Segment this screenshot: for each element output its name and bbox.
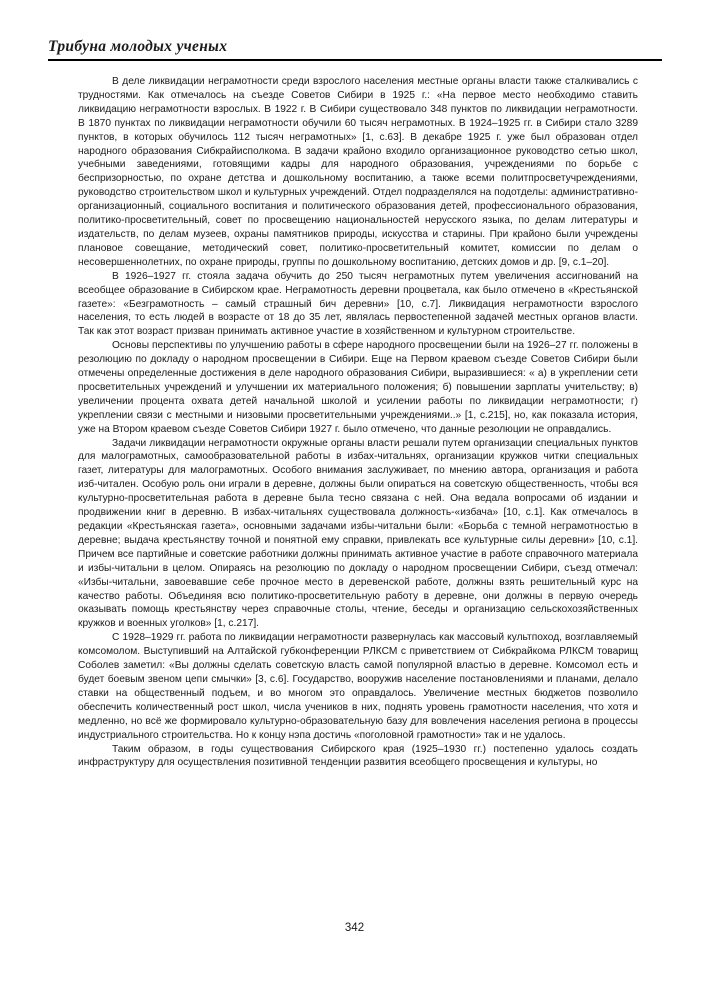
running-header bbox=[48, 38, 662, 61]
article-body bbox=[78, 75, 638, 770]
paragraph: Задачи ликвидации неграмотности окружные органы власти решали путем организации специальных пунктов для малограмотных, самообразовательной работы в избах-читальнях, организации кружков читки специальных газет, литературы для малограмотных. Особого внимания заслуживает, по мнению автора, организация и работа изб-читален. Особую роль они играли в деревне, должны были опираться на советскую общественность, чтобы вся культурно-просветительная работа в деревне была тесно связана с ней. Она ведала вопросами об издании и продвижении книг в деревню. В избах-читальнях существовала должность-«избача» [10, с.1]. Как отмечалось в редакции «Крестьянская газета», основными задачами избы-читальни были: «Борьба с темной неграмотностью в деревне; выдача крестьянству точной и понятной ему справки, привлекать все культурные силы деревни» [10, с.1]. Причем все партийные и советские работники должны принимать активное участие в работе справочного материала и избы-читальни в целом. Опираясь на резолюцию по докладу о народном просвещении Сибири, съезд отмечал: «Избы-читальни, завоевавшие себе прочное место в деревенской работе, должны взять решительный курс на качество работы. Объединяя всю политико-просветительную работу в деревне, они должны в первую очередь оказывать помощь крестьянству через справочные столы, чтение, беседы и организацию сельскохозяйственных кружков и военных уголков» [1, с.217]. bbox=[78, 437, 638, 630]
paragraph: В 1926–1927 гг. стояла задача обучить до 250 тысяч неграмотных путем увеличения ассигнований на всеобщее образование в Сибирском крае. Неграмотность деревни процветала, как было отмечено в «Крестьянской газете»: «Безграмотность – самый страшный бич деревни» [10, с.7]. Ликвидация неграмотности взрослого населения, то есть людей в возрасте от 18 до 35 лет, являлась первостепенной задачей местных органов власти. Так как этот возраст призван принимать активное участие в хозяйственном и культурном строительстве. bbox=[78, 270, 638, 338]
paragraph: В деле ликвидации неграмотности среди взрослого населения местные органы власти также сталкивались с трудностями. Как отмечалось на съезде Советов Сибири в 1925 г.: «На первое место необходимо ставить ликвидацию неграмотности взрослых. В 1922 г. В Сибири существовало 348 пунктов по ликвидации неграмотности. В 1870 пунктах по ликвидации неграмотности обучили 60 тысяч неграмотных. В 1924–1925 гг. в Сибири стало 3289 пунктов, в которых обучилось 112 тысяч неграмотных» [1, с.63]. В декабре 1925 г. уже был образован отдел народного образования Сибкрайисполкома. В задачи крайоно входило организационное руководство сетью школ, учебными заведениями, готовящими кадры для народного образования, учреждениями по борьбе с беспризорностью, по охране детства и дошкольному воспитанию, а также всеми политпросветучреждениями, руководство строительством школ и культурных учреждений. Отдел подразделялся на подотделы: административно-организационный, социального воспитания и политического образования детей, профессионального образования, политико-просветительный, совет по просвещению национальностей нерусского языка, по делам литературы и издательств, по делам музеев, охраны памятников природы, искусства и старины. При крайоно были учреждены плановое совещание, методический совет, политико-просветительный комитет, комиссии по делам о несовершеннолетних, по охране природы, группы по дошкольному воспитанию, детских домов и др. [9, с.1–20]. bbox=[78, 76, 638, 268]
paragraph: С 1928–1929 гг. работа по ликвидации неграмотности развернулась как массовый культпоход, возглавляемый комсомолом. Выступивший на Алтайской губконференции РЛКСМ с приветствием от Сибкрайкома РЛКСМ товарищ Соболев заметил: «Вы должны сделать советскую власть самой популярной властью в деревне. Комсомол есть и будет боевым звеном цепи смычки» [3, с.6]. Государство, вооружив население постановлениями и планами, делало ставки на общественный подъем, и во многом это оправдалось. Увеличение местных бюджетов позволило обеспечить количественный рост школ, числа учеников в них, поднять уровень грамотности населения, что хотя и медленно, но всё же формировало культурно-образовательную базу для вовлечения населения региона в процессы индустриального строительства. Но к концу нэпа достичь «поголовной грамотности» так и не удалось. bbox=[78, 632, 638, 741]
paragraph: Таким образом, в годы существования Сибирского края (1925–1930 гг.) постепенно удалось создать инфраструктуру для осуществления позитивной тенденции развития всеобщего просвещения и культуры, но bbox=[78, 743, 638, 769]
paragraph: Основы перспективы по улучшению работы в сфере народного просвещении были на 1926–27 гг. положены в резолюцию по докладу о народном просвещении в Сибири. Еще на Первом краевом съезде Советов Сибири были отмечены определенные достижения в деле народного образования Сибири, выразившиеся: « а) в укреплении сети просветительных учреждений и улучшении их материального положения; б) повышении зарплаты учительству; в) увеличении процента охвата детей начальной школой и усилении работы по ликвидации неграмотности; г) укреплении связи с местными и низовыми просветительными учреждениями..» [1, с.215], но, как показала история, уже на Втором краевом съезде Советов Сибири 1927 г. было отмечено, что данные резолюции не оправдались. bbox=[78, 340, 638, 435]
journal-section-title: Трибуна молодых ученых bbox=[48, 38, 228, 55]
page-number: 342 bbox=[344, 922, 365, 934]
